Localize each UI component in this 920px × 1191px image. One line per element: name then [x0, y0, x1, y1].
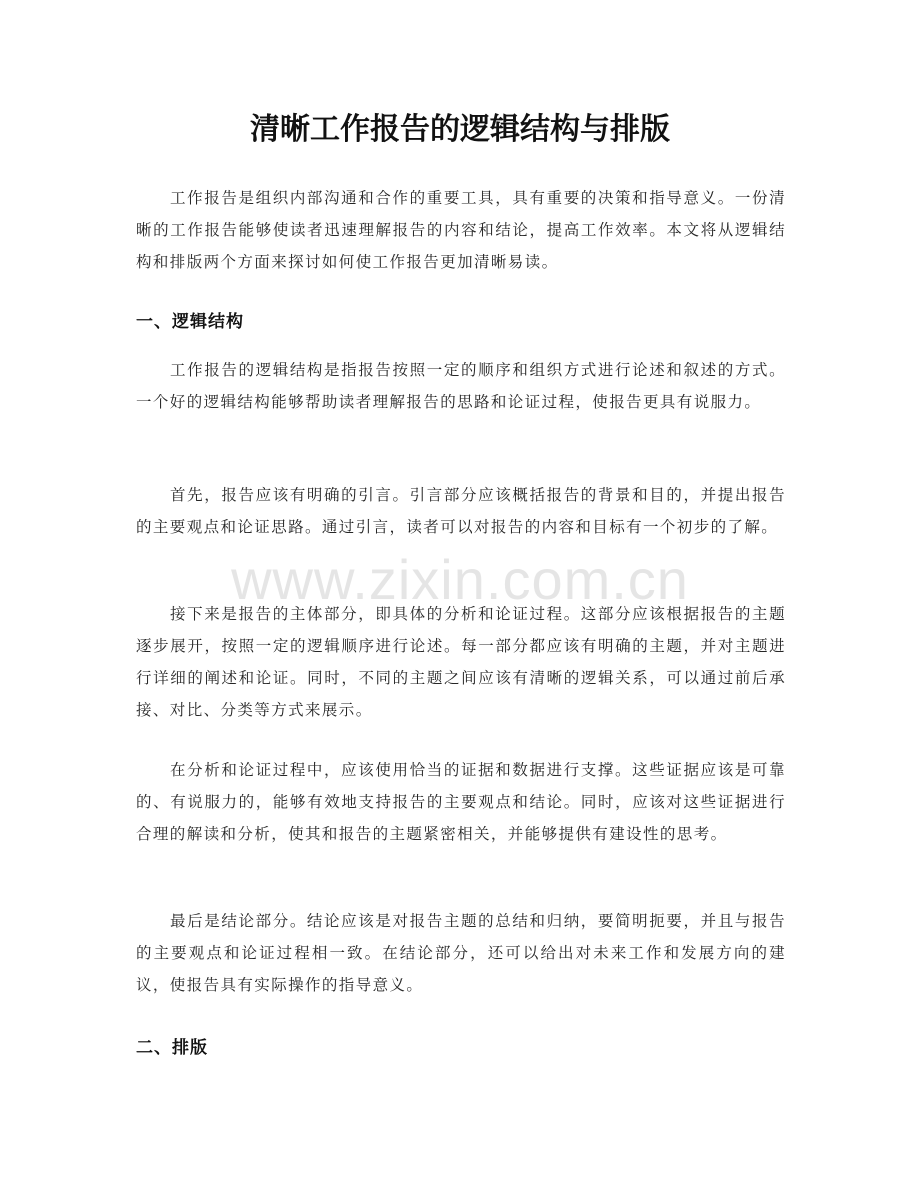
paragraph-introduction: 首先，报告应该有明确的引言。引言部分应该概括报告的背景和目的，并提出报告的主要观点和论证思路。通过引言，读者可以对报告的内容和目标有一个初步的了解。 [136, 486, 786, 536]
document-title: 清晰工作报告的逻辑结构与排版 [250, 112, 670, 147]
section-heading-logic: 一、逻辑结构 [136, 312, 244, 332]
paragraph-conclusion: 最后是结论部分。结论应该是对报告主题的总结和归纳，要简明扼要，并且与报告的主要观点和论证过程相一致。在结论部分，还可以给出对未来工作和发展方向的建议，使报告具有实际操作的指导意义。 [136, 912, 786, 994]
watermark: www.zixin.com.cn [231, 548, 689, 611]
paragraph-main-body: 接下来是报告的主体部分，即具体的分析和论证过程。这部分应该根据报告的主题逐步展开，按照一定的逻辑顺序进行论述。每一部分都应该有明确的主题，并对主题进行详细的阐述和论证。同时，不同的主题之间应该有清晰的逻辑关系，可以通过前后承接、对比、分类等方式来展示。 [136, 605, 786, 719]
paragraph-evidence: 在分析和论证过程中，应该使用恰当的证据和数据进行支撑。这些证据应该是可靠的、有说服力的，能够有效地支持报告的主要观点和结论。同时，应该对这些证据进行合理的解读和分析，使其和报告的主题紧密相关，并能够提供有建设性的思考。 [136, 761, 786, 843]
paragraph-logic-definition: 工作报告的逻辑结构是指报告按照一定的顺序和组织方式进行论述和叙述的方式。一个好的逻辑结构能够帮助读者理解报告的思路和论证过程，使报告更具有说服力。 [136, 361, 786, 411]
section-heading-layout: 二、排版 [136, 1038, 208, 1058]
intro-paragraph: 工作报告是组织内部沟通和合作的重要工具，具有重要的决策和指导意义。一份清晰的工作报告能够使读者迅速理解报告的内容和结论，提高工作效率。本文将从逻辑结构和排版两个方面来探讨如何使工作报告更加清晰易读。 [136, 189, 786, 271]
